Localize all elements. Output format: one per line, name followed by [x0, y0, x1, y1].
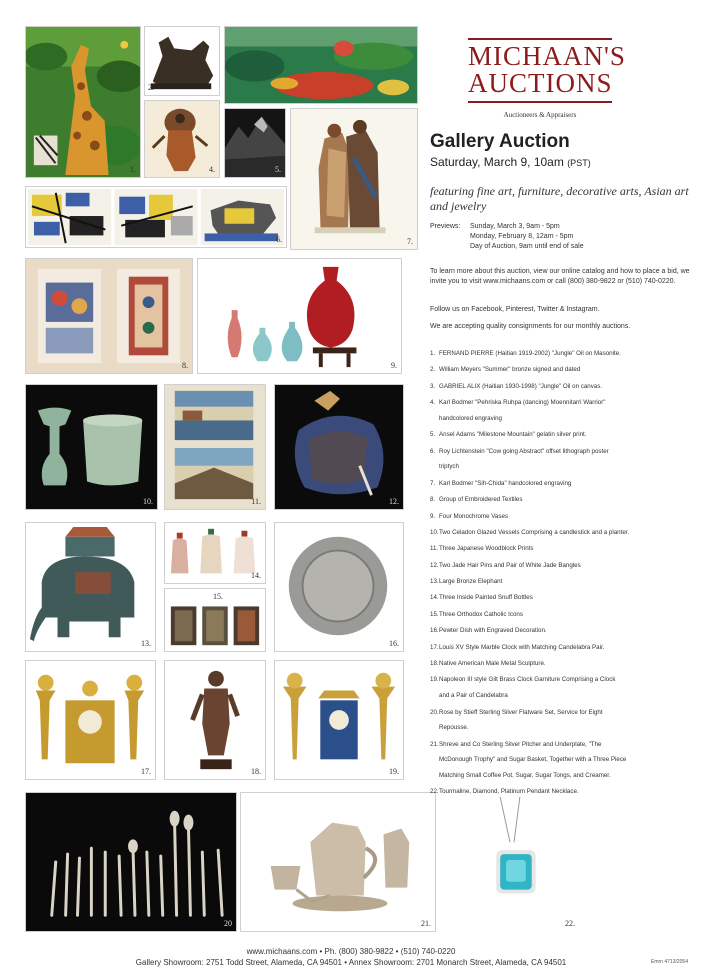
vases-illustration [198, 259, 401, 373]
photo-number: 5. [275, 165, 281, 174]
lot-description: Ansel Adams "Milestone Mountain" gelatin silver print. [439, 431, 587, 439]
lot-item [430, 399, 695, 423]
photo-number: 22. [565, 919, 575, 928]
lot-list [430, 350, 695, 805]
lot-item [430, 366, 695, 375]
photo-number: 7. [407, 237, 413, 246]
print-code: Emrn 4713/2054 [651, 959, 688, 965]
lot-number: 2. [430, 366, 436, 374]
lot-item [430, 513, 695, 522]
lot-description: Louis XV Style Marble Clock with Matching Candelabra Pair. [439, 643, 605, 651]
lot-item [430, 611, 695, 620]
previews-row-1 [430, 222, 584, 232]
lot-item [430, 562, 695, 571]
sih-chida-engraving-illustration [291, 109, 417, 249]
lot-item [430, 529, 695, 538]
lot-number: 20. [430, 708, 439, 716]
cow-abstract-triptych-illustration [26, 187, 286, 247]
previews-block [430, 222, 584, 252]
clock-garniture-illustration [26, 661, 155, 779]
photo-monochrome-vases[interactable] [197, 258, 402, 374]
lot-description: Three Japanese Woodblock Prints [439, 545, 534, 553]
lot-number: 12. [430, 561, 439, 569]
logo-michaans[interactable]: MICHAAN'S [468, 41, 626, 71]
lot-number: 7. [430, 479, 436, 487]
lot-number: 14. [430, 594, 439, 602]
logo-top-rule [468, 38, 612, 40]
lot-description: Three Inside Painted Snuff Bottles [439, 594, 533, 602]
silver-pitcher-illustration [241, 793, 435, 931]
photo-number: 13. [141, 639, 151, 648]
photo-sterling-flatware-set[interactable] [25, 792, 237, 932]
lot-item [430, 350, 695, 359]
learn-more-paragraph: To learn more about this auction, view our online catalog and how to place a bid, we invite you to visit www.michaans.com or call (800) 380-9822 or (510) 740-0220. [430, 268, 690, 285]
photo-giraffe-jungle-painting[interactable] [25, 26, 141, 178]
celadon-vessels-illustration [26, 385, 157, 509]
lot-item [430, 383, 695, 392]
lot-item [430, 496, 695, 505]
lot-item [430, 431, 695, 440]
lot-description: Four Monochrome Vases [439, 512, 509, 520]
lot-number: 10. [430, 528, 439, 536]
lot-description-cont: and a Pair of Candelabra [439, 692, 508, 700]
photo-number: 18. [251, 767, 261, 776]
lot-description: Two Celadon Glazed Vessels Comprising a candlestick and a planter. [439, 528, 630, 536]
previews-line-1: Sunday, March 3, 9am - 5pm [470, 223, 560, 230]
lot-number: 9. [430, 512, 436, 520]
lot-item [430, 741, 695, 781]
lot-item [430, 788, 695, 797]
photo-pewter-dish[interactable] [274, 522, 404, 652]
warrior-engraving-illustration [145, 101, 219, 177]
photo-ansel-adams-print[interactable] [224, 108, 286, 178]
photo-number: 4. [209, 165, 215, 174]
lot-item [430, 480, 695, 489]
lot-description: GABRIEL ALIX (Haitian 1930-1998) "Jungle" Oil on canvas. [439, 382, 603, 390]
lot-number: 8. [430, 496, 436, 504]
footer-contact: www.michaans.com • Ph. (800) 380-9822 • (510) 740-0220 [246, 947, 456, 956]
photo-number: 2. [148, 83, 154, 92]
napoleon-clock-illustration [275, 661, 403, 779]
lot-item [430, 448, 695, 472]
lot-description: Pewter Dish with Engraved Decoration. [439, 627, 547, 635]
photo-number: 21. [421, 919, 431, 928]
photo-jade-hairpins-bangles[interactable] [274, 384, 404, 510]
photo-number: 6. [276, 235, 282, 244]
lot-number: 16. [430, 627, 439, 635]
lot-number: 19. [430, 676, 439, 684]
photo-embroidered-textiles[interactable] [25, 258, 193, 374]
lot-description: Large Bronze Elephant [439, 578, 503, 586]
giraffe-painting-illustration [26, 27, 140, 177]
auction-date-text: Saturday, March 9, 10am [430, 155, 564, 169]
photo-bodmer-warrior-engraving[interactable] [144, 100, 220, 178]
auction-title: Gallery Auction [430, 131, 570, 152]
lot-description: Rose by Stieff Sterling Silver Flatware Set, Service for Eight [439, 708, 603, 716]
photo-number: 8. [182, 361, 188, 370]
logo-subtitle: Auctioneers & Appraisers [503, 111, 577, 119]
lot-description: Group of Embroidered Textiles [439, 496, 523, 504]
lot-number: 21. [430, 740, 439, 748]
lot-description-cont: handcolored engraving [439, 414, 502, 422]
lot-description: William Meyers "Summer" bronze signed and dated [439, 366, 581, 374]
photo-bronze-elephant[interactable] [25, 522, 156, 652]
auction-date [430, 155, 591, 169]
lot-item [430, 545, 695, 554]
photo-bronze-summer-sculpture[interactable] [144, 26, 220, 96]
lot-description-cont: triptych [439, 463, 459, 471]
lot-description: Karl Bodmer "Sih-Chida" handcolored engraving [439, 479, 572, 487]
lot-description-cont-2: Matching Small Coffee Pot, Sugar, Sugar Tongs, and Creamer. [439, 772, 611, 780]
lot-description-cont: McDonough Trophy" and Sugar Basket, Together with a Three Piece [439, 756, 627, 764]
jade-items-illustration [275, 385, 403, 509]
lot-description: Napoleon III style Gilt Brass Clock Garniture Comprising a Clock [439, 676, 616, 684]
photo-number: 20 [224, 919, 232, 928]
lot-item [430, 627, 695, 636]
photo-louis-xv-clock-set[interactable] [25, 660, 156, 780]
flatware-illustration [26, 793, 236, 931]
pewter-dish-illustration [275, 523, 403, 651]
photo-number: 9. [391, 361, 397, 370]
previews-line-3: Day of Auction, 9am until end of sale [470, 243, 584, 250]
lot-description: FERNAND PIERRE (Haitian 1919-2002) "Jungle" Oil on Masonite. [439, 350, 621, 357]
jungle-painting-illustration [225, 27, 417, 103]
lot-description: Tourmaline, Diamond, Platinum Pendant Necklace. [439, 788, 579, 796]
follow-us-paragraph: Follow us on Facebook, Pinterest, Twitter & Instagram. [430, 306, 600, 313]
photo-tourmaline-pendant[interactable] [444, 792, 580, 932]
snuff-bottles-illustration [165, 523, 265, 583]
previews-line-2: Monday, February 8, 12am - 5pm [470, 233, 574, 240]
footer-addresses: Gallery Showroom: 2751 Todd Street, Alameda, CA 94501 • Annex Showroom: 2701 Monarch Street, Alameda, CA 94501 [135, 958, 567, 967]
lot-number: 18. [430, 660, 439, 668]
photo-number: 1. [130, 165, 136, 174]
lot-item [430, 644, 695, 653]
photo-japanese-woodblock-prints[interactable] [164, 384, 266, 510]
lot-description: Two Jade Hair Pins and Pair of White Jade Bangles [439, 561, 581, 569]
lot-number: 11. [430, 545, 439, 553]
bronze-sculpture-illustration [145, 27, 219, 95]
lot-item [430, 676, 695, 700]
lot-item [430, 660, 695, 669]
logo-bottom-rule [468, 101, 612, 103]
lot-description: Roy Lichtenstein "Cow going Abstract" offset lithograph poster [439, 447, 609, 455]
photo-number: 15. [213, 592, 223, 601]
lot-number: 5. [430, 431, 436, 439]
lot-item [430, 578, 695, 587]
lot-number: 15. [430, 610, 439, 618]
lot-description: Native American Male Metal Sculpture. [439, 660, 546, 668]
photo-celadon-vessels[interactable] [25, 384, 158, 510]
photo-number: 12. [389, 497, 399, 506]
lot-description: Karl Bodmer "Pehriska Ruhpa (dancing) Moennitarri Warrior" [439, 399, 606, 407]
photo-number: 14. [251, 571, 261, 580]
lot-number: 6. [430, 447, 436, 455]
photo-snuff-bottles[interactable] [164, 522, 266, 584]
photo-lichtenstein-triptych[interactable] [25, 186, 287, 248]
photo-orthodox-icons[interactable] [164, 588, 266, 652]
photo-number: 19. [389, 767, 399, 776]
lot-number: 17. [430, 643, 439, 651]
lot-number: 22. [430, 788, 439, 796]
lot-number: 1. [430, 350, 436, 357]
photo-number: 16. [389, 639, 399, 648]
lot-number: 3. [430, 382, 436, 390]
elephant-illustration [26, 523, 155, 651]
auction-timezone: (PST) [567, 158, 591, 168]
photo-number: 17. [141, 767, 151, 776]
textiles-illustration [26, 259, 192, 373]
photo-number: 10. [143, 497, 153, 506]
photo-napoleon-iii-clock-set[interactable] [274, 660, 404, 780]
figure-sculpture-illustration [165, 661, 265, 779]
photo-jungle-oil-painting[interactable] [224, 26, 418, 104]
photo-silver-pitcher-set[interactable] [240, 792, 436, 932]
lot-description: Three Orthodox Catholic Icons [439, 610, 523, 618]
lot-item [430, 709, 695, 733]
featuring-text: featuring fine art, furniture, decorative arts, Asian art and jewelry [430, 184, 689, 213]
pendant-illustration [445, 793, 579, 931]
lot-item [430, 594, 695, 603]
lot-description: Shreve and Co Sterling Silver Pitcher and Underplate, "The [439, 740, 602, 748]
photo-number: 11. [251, 497, 261, 506]
lot-description-cont: Repousse. [439, 724, 469, 732]
lot-number: 13. [430, 578, 439, 586]
lot-number: 4. [430, 399, 436, 407]
woodblock-prints-illustration [165, 385, 265, 509]
previews-label: Previews: [430, 223, 461, 230]
consignments-paragraph: We are accepting quality consignments for our monthly auctions. [430, 323, 631, 330]
photo-bodmer-sih-chida-engraving[interactable] [290, 108, 418, 250]
logo-auctions[interactable]: AUCTIONS [468, 68, 613, 98]
photo-native-american-sculpture[interactable] [164, 660, 266, 780]
